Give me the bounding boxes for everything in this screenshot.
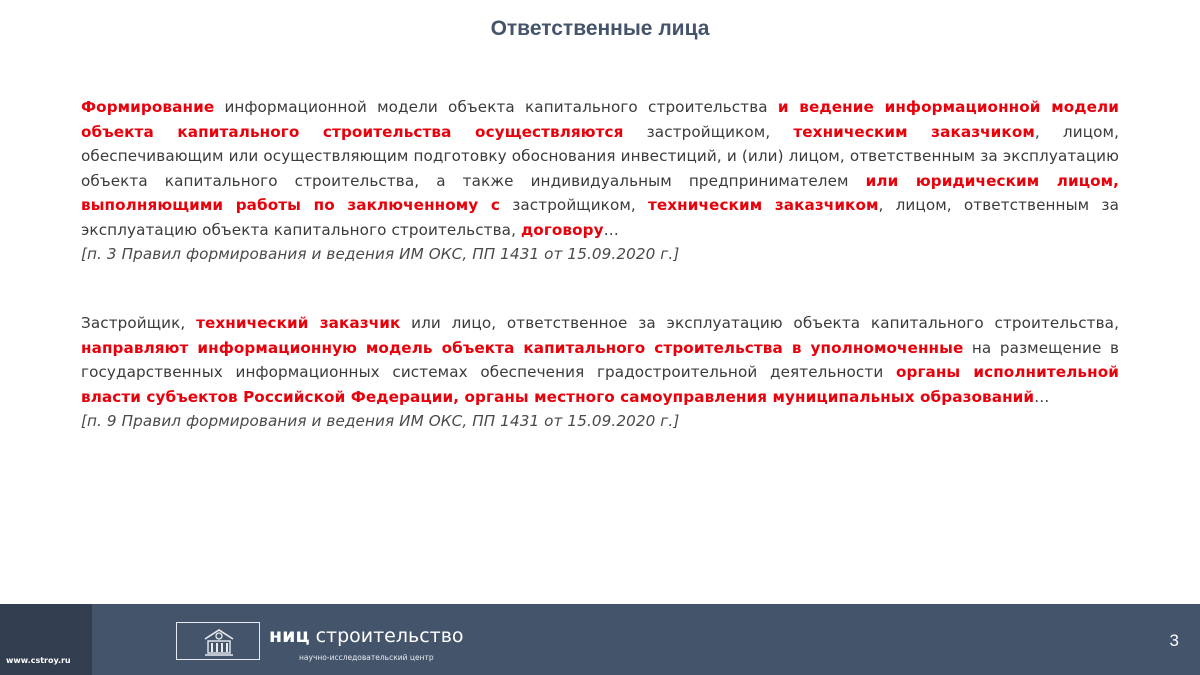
- page-number: 3: [1169, 631, 1179, 650]
- text-segment: застройщиком,: [500, 196, 648, 214]
- text-segment: договору: [520, 220, 604, 239]
- company-logo: [176, 622, 476, 666]
- paragraph-formation: [81, 95, 1119, 267]
- text-segment: …: [603, 220, 619, 239]
- text-segment: органы исполнительной власти субъектов Российской Федерации, органы местного самоуправления муниципальных образований: [81, 363, 1119, 406]
- text-segment: или юридическим лицом, выполняющими работы по заключенному с: [81, 171, 1119, 214]
- text-segment: , лицом, ответственным за эксплуатацию объекта капитального строительства,: [81, 196, 1119, 239]
- footer-left-panel: [0, 604, 92, 675]
- text-segment: , лицом, обеспечивающим или осуществляющим подготовку обоснования инвестиций, и (или) лицом, ответственным за эксплуатацию объекта капитального строительства, а также индивидуальным предпринимателем: [81, 122, 1120, 190]
- text-segment: информационной модели объекта капитального строительства: [214, 98, 778, 116]
- site-url[interactable]: www.cstroy.ru: [6, 656, 71, 665]
- text-segment: Застройщик,: [81, 314, 197, 332]
- paragraph-submission: [81, 311, 1119, 434]
- citation: [п. 9 Правил формирования и ведения ИМ ОКС, ПП 1431 от 15.09.2020 г.]: [81, 412, 680, 430]
- logo-name: [269, 625, 464, 647]
- text-segment: …: [1034, 387, 1050, 406]
- logo-name-rest: строительство: [309, 625, 464, 647]
- text-segment: технический заказчик: [196, 314, 401, 332]
- slide-title: Ответственные лица: [490, 17, 710, 40]
- logo-subtitle: научно-исследовательский центр: [299, 653, 434, 662]
- text-segment: Формирование: [81, 98, 215, 116]
- text-segment: или лицо, ответственное за эксплуатацию объекта капитального строительства,: [400, 314, 1119, 332]
- text-segment: техническим заказчиком: [647, 196, 879, 214]
- text-segment: и ведение информационной модели объекта капитального строительства осуществляются: [81, 98, 1120, 141]
- text-segment: направляют информационную модель объекта капитального строительства в уполномоченные: [81, 338, 964, 357]
- text-segment: застройщиком,: [623, 122, 794, 141]
- footer-bar: [0, 604, 1200, 675]
- citation: [п. 3 Правил формирования и ведения ИМ ОКС, ПП 1431 от 15.09.2020 г.]: [81, 245, 680, 263]
- text-segment: техническим заказчиком: [793, 122, 1035, 141]
- building-logo-icon: [202, 627, 236, 657]
- logo-name-bold: ниц: [269, 625, 310, 647]
- text-segment: на размещение в государственных информационных системах обеспечения градостроительной деятельности: [81, 338, 1119, 381]
